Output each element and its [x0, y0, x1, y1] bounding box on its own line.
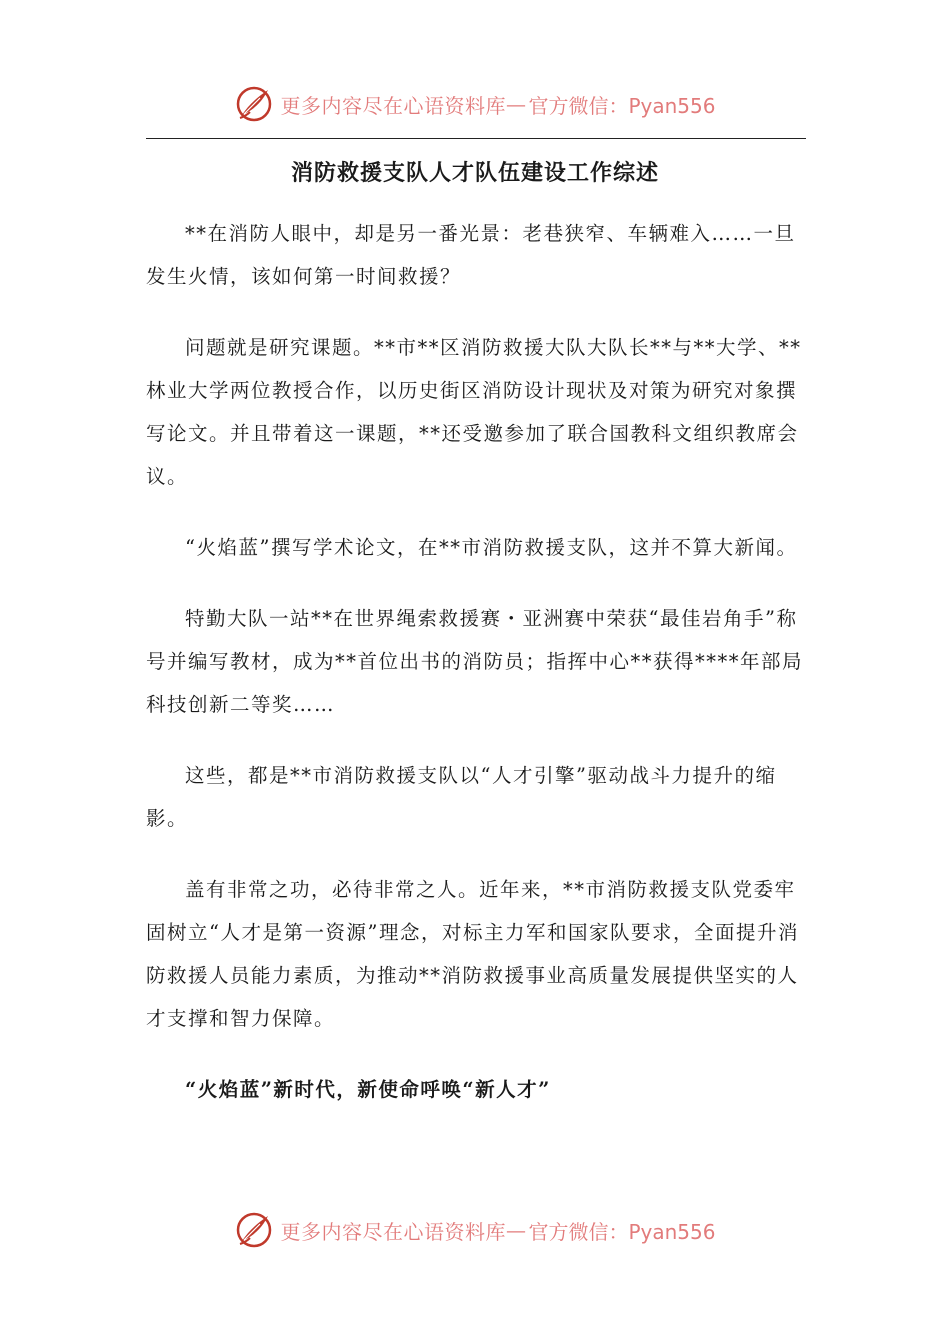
paragraph: 特勤大队一站**在世界绳索救援赛・亚洲赛中荣获“最佳岩角手”称号并编写教材，成为**首位出书的消防员；指挥中心**获得****年部局科技创新二等奖……: [146, 607, 804, 716]
banner-contact: 官方微信：Pyan556: [528, 93, 716, 118]
paragraph: 这些，都是**市消防救援支队以“人才引擎”驱动战斗力提升的缩影。: [146, 764, 777, 830]
banner-brand: 更多内容尽在心语资料库: [280, 93, 506, 118]
paragraph: 盖有非常之功，必待非常之人。近年来，**市消防救援支队党委牢固树立“人才是第一资源”理念，对标主力军和国家队要求，全面提升消防救援人员能力素质，为推动**消防救援事业高质量发展提供坚实的人才支撑和智力保障。: [146, 878, 799, 1030]
paragraph: 问题就是研究课题。**市**区消防救援大队大队长**与**大学、**林业大学两位教授合作，以历史街区消防设计现状及对策为研究对象撰写论文。并且带着这一课题，**还受邀参加了联合国教科文组织教席会议。: [146, 336, 802, 488]
quill-logo-icon: [234, 1210, 274, 1250]
banner-brand: 更多内容尽在心语资料库: [280, 1219, 506, 1244]
document-body: [146, 212, 806, 1139]
banner-contact: 官方微信：Pyan556: [528, 1219, 716, 1244]
banner-separator: —: [505, 1218, 527, 1242]
section-heading: “火焰蓝”新时代，新使命呼唤“新人才”: [185, 1078, 551, 1101]
paragraph: **在消防人眼中，却是另一番光景：老巷狭窄、车辆难入……一旦发生火情，该如何第一时间救援？: [146, 222, 796, 288]
banner-separator: —: [505, 92, 527, 116]
header-divider: [146, 138, 806, 139]
footer-watermark: [0, 1208, 950, 1252]
paragraph: “火焰蓝”撰写学术论文，在**市消防救援支队，这并不算大新闻。: [185, 536, 798, 559]
document-title: 消防救援支队人才队伍建设工作综述: [290, 160, 659, 186]
header-watermark: [0, 82, 950, 126]
quill-logo-icon: [234, 84, 274, 124]
